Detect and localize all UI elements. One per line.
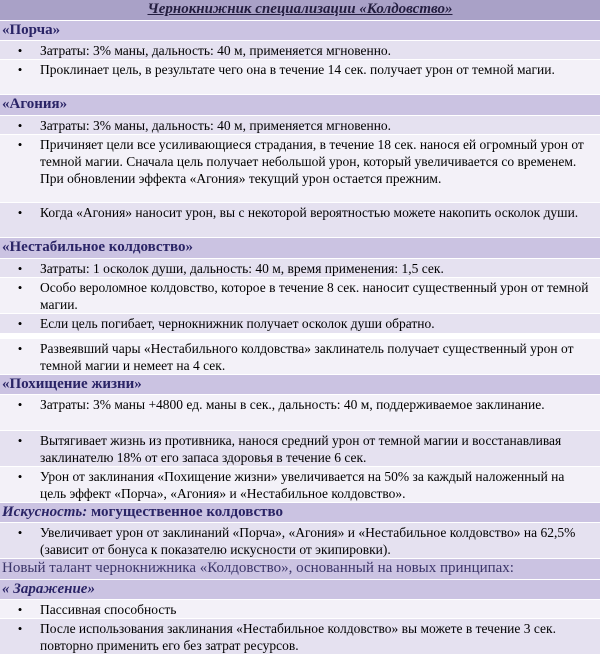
bullet-icon: • (17, 315, 23, 331)
list-item (0, 314, 600, 335)
item-text: Затраты: 3% маны, дальность: 40 м, применяется мгновенно. (40, 43, 392, 58)
list-item (0, 135, 600, 203)
item-text: Затраты: 3% маны +4800 ед. маны в сек., дальность: 40 м, поддерживаемое заклинание. (40, 397, 545, 413)
item-text: Затраты: 1 осколок души, дальность: 40 м, время применения: 1,5 сек. (40, 260, 444, 276)
list-item (0, 203, 600, 238)
bullet-icon: • (17, 204, 23, 220)
section-heading-drain-life: «Похищение жизни» (0, 375, 600, 396)
bullet-icon: • (17, 43, 23, 58)
bullet-icon: • (17, 62, 23, 77)
list-item (0, 339, 600, 375)
item-text: Проклинает цель, в результате чего она в течение 14 сек. получает урон от темной магии. (40, 62, 555, 77)
bullet-icon: • (17, 525, 23, 541)
list-item (0, 523, 600, 559)
list-item (0, 619, 600, 655)
bullet-icon: • (17, 621, 23, 637)
section-heading-corruption: «Порча» (0, 21, 600, 42)
list-item (0, 600, 600, 619)
bullet-icon: • (17, 432, 23, 448)
item-text: Увеличивает урон от заклинаний «Порча», «Агония» и «Нестабильное колдовство» на 62,5% (зависит от бонуса к показателю искусности от экипировки). (40, 525, 576, 558)
item-text: Затраты: 3% маны, дальность: 40 м, применяется мгновенно. (40, 117, 392, 133)
bullet-icon: • (17, 468, 23, 484)
new-talent-note: Новый талант чернокнижника «Колдовство», основанный на новых принципах: (0, 559, 600, 580)
item-text: Особо вероломное колдовство, которое в течение 8 сек. наносит существенный урон от темной магии. (40, 279, 589, 312)
section-heading-mastery (0, 503, 600, 524)
mastery-label: Искусность: (2, 503, 88, 520)
bullet-icon: • (17, 279, 23, 295)
item-text: Пассивная способность (40, 602, 177, 618)
bullet-icon: • (17, 117, 23, 133)
bullet-icon: • (17, 340, 23, 356)
section-heading-unstable-affliction: «Нестабильное колдовство» (0, 238, 600, 259)
bullet-icon: • (17, 260, 23, 276)
item-text: Вытягивает жизнь из противника, нанося средний урон от темной магии и восстанавливая заклинателю 18% от его запаса здоровья в течение 6 сек. (40, 432, 562, 465)
item-text: Причиняет цели все усиливающиеся страдания, в течение 18 сек. нанося ей огромный урон от темной магии. Сначала цель получает небольшой урон, который увеличивается со временем. При обновлении эффекта «Агония» текущий урон остается прежним. (40, 136, 584, 186)
item-text: Развеявший чары «Нестабильного колдовства» заклинатель получает существенный урон от темной магии и немеет на 4 сек. (40, 340, 574, 373)
list-item (0, 431, 600, 467)
section-heading-agony: «Агония» (0, 95, 600, 116)
list-item (0, 278, 600, 314)
list-item (0, 259, 600, 278)
list-item (0, 60, 600, 95)
bullet-icon: • (17, 136, 23, 152)
item-text: Если цель погибает, чернокнижник получает осколок души обратно. (40, 315, 435, 331)
list-item (0, 395, 600, 430)
list-item (0, 467, 600, 503)
item-text: Когда «Агония» наносит урон, вы с некоторой вероятностью можете накопить осколок души. (40, 204, 579, 220)
item-text: После использования заклинания «Нестабильное колдовство» вы можете в течение 3 сек. повторно применить его без затрат ресурсов. (40, 621, 556, 654)
bullet-icon: • (17, 397, 23, 413)
item-text: Урон от заклинания «Похищение жизни» увеличивается на 50% за каждый наложенный на цель эффект «Порча», «Агония» и «Нестабильное колдовство». (40, 468, 565, 501)
list-item (0, 41, 600, 60)
section-heading-contagion: « Заражение» (0, 580, 600, 601)
list-item (0, 116, 600, 135)
mastery-name: могущественное колдовство (87, 503, 283, 520)
bullet-icon: • (17, 602, 23, 618)
table-title: Чернокнижник специализации «Колдовство» (0, 0, 600, 21)
